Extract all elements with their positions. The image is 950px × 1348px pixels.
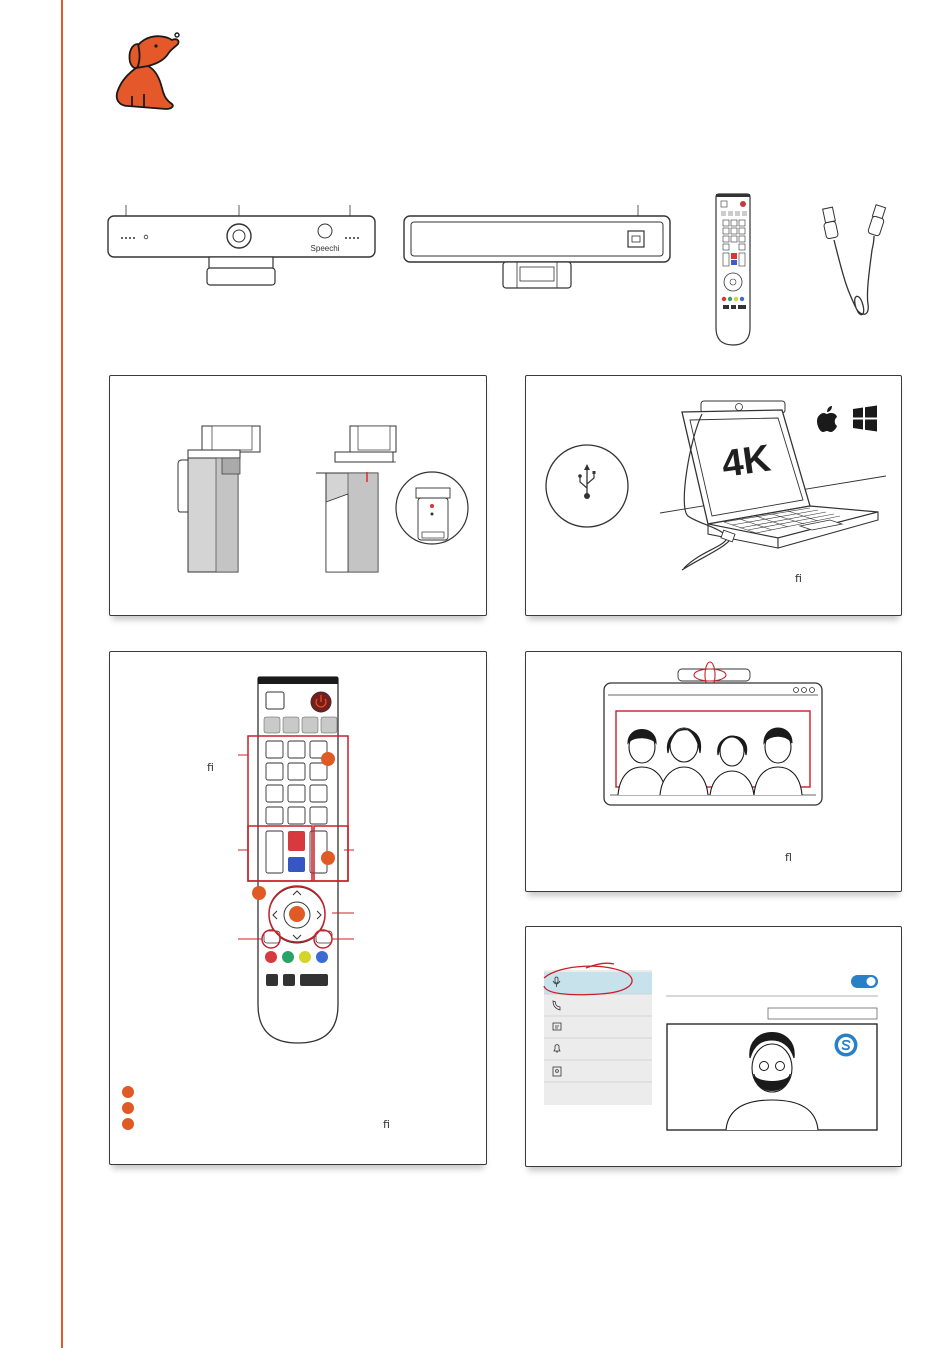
ligature-fi-legend: ﬁ — [383, 1118, 390, 1131]
dog-mascot-icon — [106, 30, 184, 112]
apple-icon — [816, 405, 838, 433]
windows-icon — [852, 405, 878, 432]
camera-front-view — [106, 205, 378, 287]
usb-symbol-icon — [544, 444, 630, 528]
screen-4k-text: 4K — [719, 437, 774, 486]
mounting-illustration — [160, 420, 476, 576]
remote-leader-lines — [236, 750, 356, 950]
brand-label: Speechi — [310, 244, 340, 253]
ligature-fi-connection: ﬁ — [795, 572, 802, 585]
camera-back-view — [402, 205, 674, 289]
ligature-fl-framing: ﬂ — [785, 851, 792, 864]
ligature-fi-remote-label: ﬁ — [207, 761, 214, 774]
left-accent-rule — [61, 0, 63, 1348]
framing-illustration — [598, 659, 828, 809]
skype-icon — [834, 1033, 858, 1057]
usb-cable-illustration — [812, 204, 892, 322]
remote-control-thumbnail — [714, 193, 752, 346]
remote-legend-bullets — [121, 1085, 135, 1133]
